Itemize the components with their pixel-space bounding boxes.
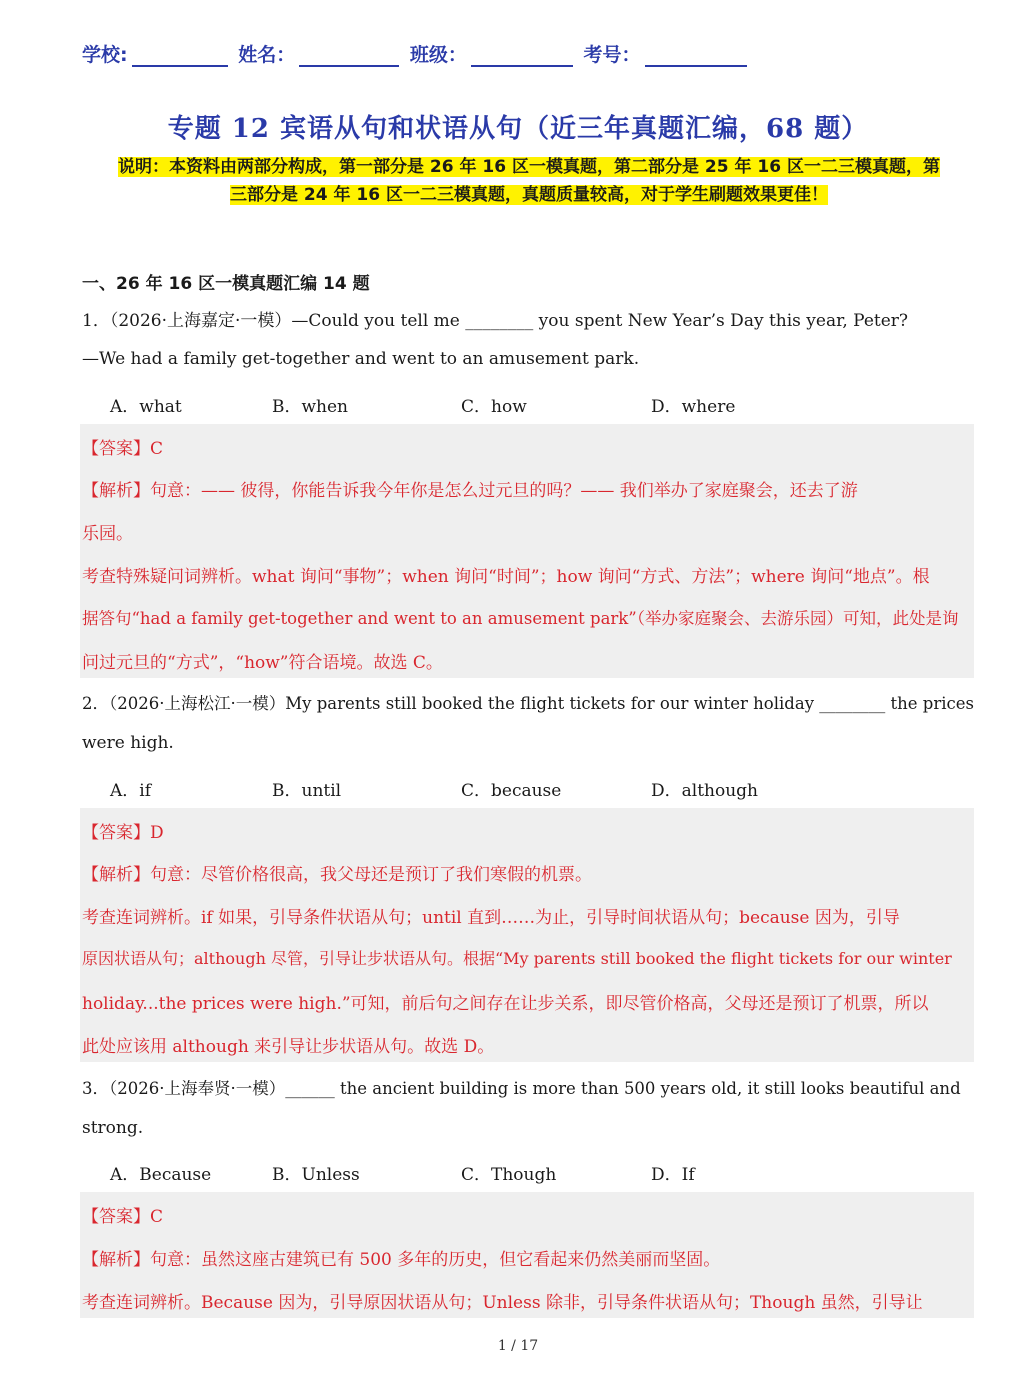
class-label: 班级： bbox=[409, 44, 467, 66]
question-2-answer: 【答案】D bbox=[82, 823, 164, 843]
note-line-1: 说明：本资料由两部分构成，第一部分是 26 年 16 区一模真题，第二部分是 25 年 16 区一二三模真题，第 bbox=[118, 157, 940, 177]
question-3-option-b: B．Unless bbox=[272, 1165, 360, 1185]
exam-no-label: 考号： bbox=[583, 44, 641, 66]
question-2-option-c: C．because bbox=[461, 781, 562, 801]
question-1-option-b: B．when bbox=[272, 397, 349, 417]
question-1-analysis-line-3: 考查特殊疑问词辨析。what 询问“事物”；when 询问“时间”；how 询问“方式、方法”；where 询问“地点”。根 bbox=[82, 567, 930, 587]
question-3-analysis-line-1: 【解析】句意：虽然这座古建筑已有 500 多年的历史，但它看起来仍然美丽而坚固。 bbox=[82, 1250, 721, 1270]
section-title: 一、26 年 16 区一模真题汇编 14 题 bbox=[82, 274, 370, 294]
question-3-stem-line-1: 3．（2026·上海奉贤·一模）______ the ancient building is more than 500 years old, it still looks beautiful and bbox=[82, 1079, 961, 1098]
class-blank bbox=[471, 45, 573, 67]
question-2-stem-line-2: were high. bbox=[82, 733, 174, 753]
question-2-analysis-line-5: 此处应该用 although 来引导让步状语从句。故选 D。 bbox=[82, 1037, 495, 1057]
question-1-stem-line-2: —We had a family get-together and went to an amusement park. bbox=[82, 349, 640, 369]
question-2-stem-line-1: 2．（2026·上海松江·一模）My parents still booked the flight tickets for our winter holiday ________ the prices bbox=[82, 694, 974, 713]
student-info-header bbox=[82, 40, 751, 67]
question-2-option-a: A．if bbox=[110, 781, 152, 801]
question-1-option-a: A．what bbox=[110, 397, 182, 417]
school-label: 学校: bbox=[82, 44, 128, 66]
question-2-analysis-line-4: holiday...the prices were high.”可知，前后句之间存在让步关系，即尽管价格高，父母还是预订了机票，所以 bbox=[82, 994, 929, 1014]
school-blank bbox=[132, 45, 228, 67]
question-3-stem-line-2: strong. bbox=[82, 1118, 144, 1138]
question-2-analysis-line-1: 【解析】句意：尽管价格很高，我父母还是预订了我们寒假的机票。 bbox=[82, 865, 592, 885]
question-2-answer-box bbox=[80, 808, 974, 1062]
question-3-answer: 【答案】C bbox=[82, 1207, 164, 1227]
question-2-analysis-line-2: 考查连词辨析。if 如果，引导条件状语从句；until 直到……为止，引导时间状语从句；because 因为，引导 bbox=[82, 908, 900, 928]
question-1-analysis-line-4: 据答句“had a family get-together and went to an amusement park”（举办家庭聚会、去游乐园）可知，此处是询 bbox=[82, 609, 959, 628]
question-3-option-a: A．Because bbox=[110, 1165, 212, 1185]
name-blank bbox=[299, 45, 399, 67]
exam-no-blank bbox=[645, 45, 747, 67]
question-1-analysis-line-5: 问过元旦的“方式”，“how”符合语境。故选 C。 bbox=[82, 653, 443, 673]
page-number: 1 / 17 bbox=[497, 1338, 539, 1354]
question-1-analysis-line-1: 【解析】句意：—— 彼得，你能告诉我今年你是怎么过元旦的吗？—— 我们举办了家庭聚会，还去了游 bbox=[82, 481, 858, 501]
question-1-option-d: D．where bbox=[651, 397, 736, 417]
note-line-2: 三部分是 24 年 16 区一二三模真题，真题质量较高，对于学生刷题效果更佳！ bbox=[230, 185, 828, 205]
question-3-option-c: C．Though bbox=[461, 1165, 557, 1185]
description-note bbox=[84, 153, 974, 209]
document-title: 专题 12 宾语从句和状语从句（近三年真题汇编，68 题） bbox=[167, 114, 869, 144]
question-1-option-c: C．how bbox=[461, 397, 527, 417]
question-2-option-d: D．although bbox=[651, 781, 758, 801]
question-1-stem-line-1: 1．（2026·上海嘉定·一模）—Could you tell me ________ you spent New Year’s Day this year, Peter? bbox=[82, 311, 909, 331]
question-3-option-d: D．If bbox=[651, 1165, 695, 1185]
name-label: 姓名： bbox=[238, 44, 296, 66]
question-3-analysis-line-2: 考查连词辨析。Because 因为，引导原因状语从句；Unless 除非，引导条件状语从句；Though 虽然，引导让 bbox=[82, 1293, 923, 1313]
question-1-analysis-line-2: 乐园。 bbox=[82, 524, 133, 544]
question-1-answer-box bbox=[80, 424, 974, 678]
question-2-analysis-line-3: 原因状语从句；although 尽管，引导让步状语从句。根据“My parents still booked the flight tickets for our winter bbox=[82, 949, 952, 968]
question-2-option-b: B．until bbox=[272, 781, 342, 801]
question-1-answer: 【答案】C bbox=[82, 439, 164, 459]
